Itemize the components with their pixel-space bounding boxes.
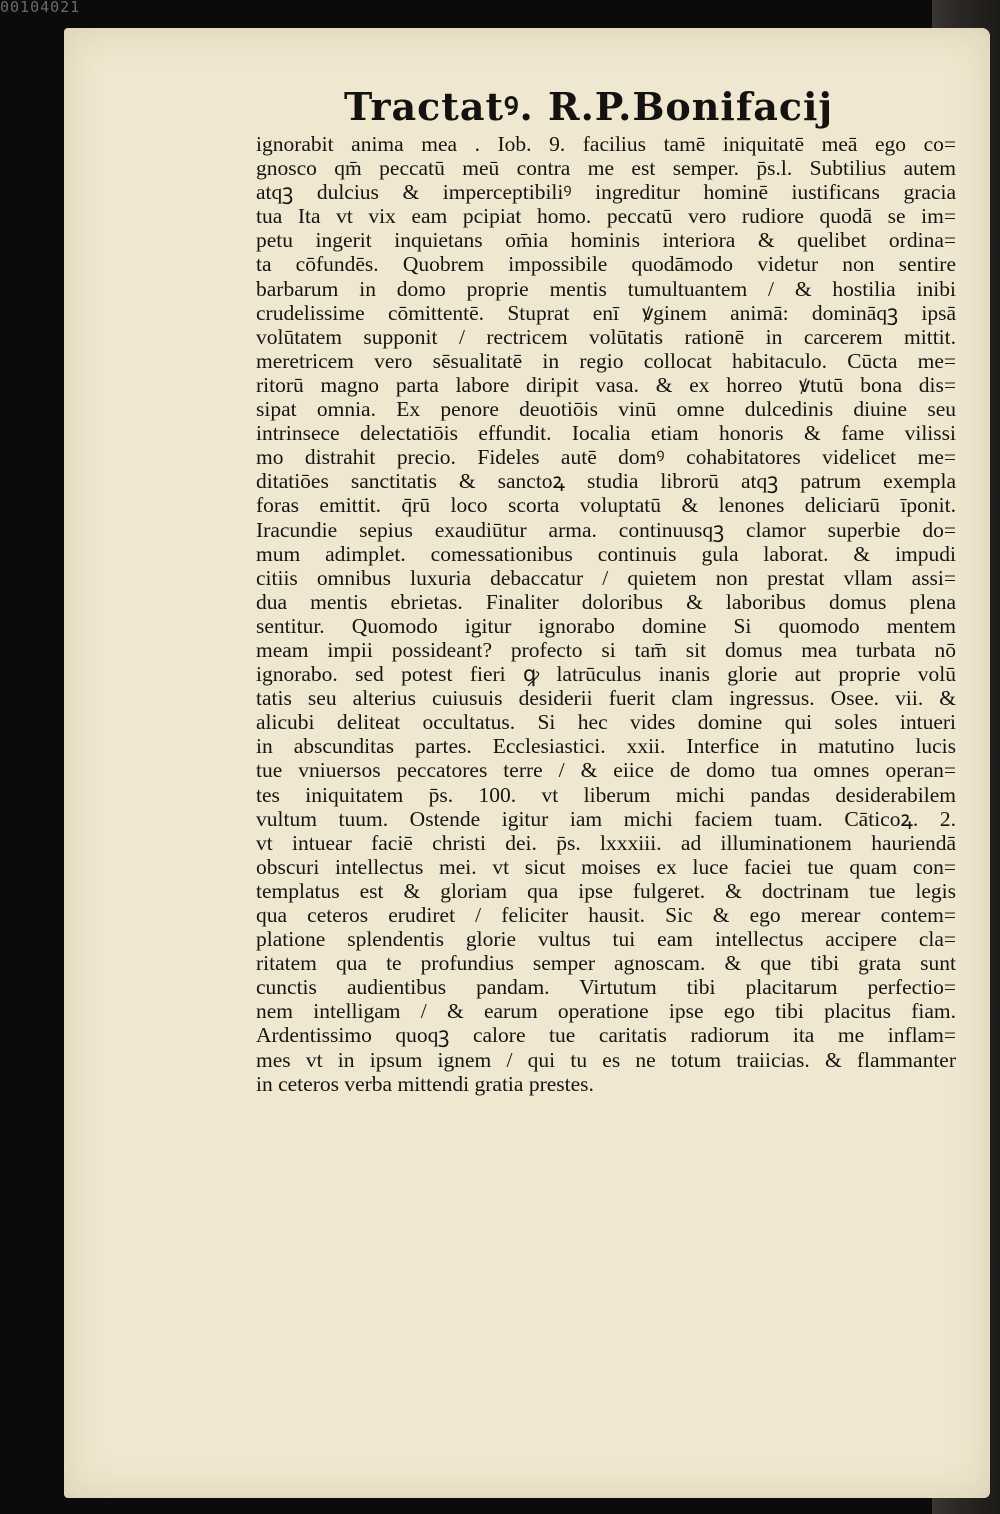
text-line: alicubi deliteat occultatus. Si hec vides domine qui soles intueri <box>256 710 956 735</box>
text-line: qua ceteros erudiret / feliciter hausit. Sic & ego merear contem= <box>256 903 956 927</box>
text-line: dua mentis ebrietas. Finaliter doloribus & laboribus domus plena <box>256 589 956 614</box>
text-line: petu ingerit inquietans om̄ia hominis interiora & quelibet ordina= <box>256 228 956 253</box>
text-line: in ceteros verba mittendi gratia prestes. <box>256 1071 594 1096</box>
text-line: ritorū magno parta labore diripit vasa. & ex horreo ꝟtutū bona dis= <box>256 372 956 397</box>
text-line: mo distrahit precio. Fideles autē domꝰ cohabitatores videlicet me= <box>256 445 956 470</box>
text-line: tue vniuersos peccatores terre / & eiice de domo tua omnes operan= <box>256 758 956 783</box>
book-page <box>64 28 990 1498</box>
text-line: ritatem qua te profundius semper agnoscam. & que tibi grata sunt <box>256 951 956 976</box>
text-line: tatis seu alterius cuiusuis desiderii fuerit clam ingressus. Osee. vii. & <box>256 686 956 711</box>
text-line: in abscunditas partes. Ecclesiastici. xxii. Interfice in matutino lucis <box>256 734 956 759</box>
text-line: obscuri intellectus mei. vt sicut moises ex luce faciei tue quam con= <box>256 854 956 879</box>
text-line: tua Ita vt vix eam pcipiat homo. peccatū vero rudiore quodā se im= <box>256 204 956 229</box>
text-line: gnosco qm̄ peccatū meū contra me est semper. p̄s.l. Subtilius autem <box>256 156 956 181</box>
text-line: sentitur. Quomodo igitur ignorabo domine Si quomodo mentem <box>256 613 956 638</box>
text-line: meam impii possideant? profecto si tam̄ sit domus mea turbata nō <box>256 637 956 662</box>
text-line: citiis omnibus luxuria debaccatur / quietem non prestat vllam assi= <box>256 565 956 590</box>
text-line: vultum tuum. Ostende igitur iam michi faciem tuam. Cāticoꝝ. 2. <box>256 806 956 831</box>
running-head: Tractatꝰ. R.P.Bonifacij <box>344 84 834 129</box>
text-line: tes iniquitatem p̄s. 100. vt liberum michi pandas desiderabilem <box>256 782 956 807</box>
text-line: Ardentissimo quoqꝫ calore tue caritatis radiorum ita me inflam= <box>256 1023 956 1048</box>
text-line: sipat omnia. Ex penore deuotiōis vinū omne dulcedinis diuine seu <box>256 397 956 422</box>
text-line: mum adimplet. comessationibus continuis gula laborat. & impudi <box>256 541 956 566</box>
text-line: ta cōfundēs. Quobrem impossibile quodāmodo videtur non sentire <box>256 252 956 277</box>
text-line: crudelissime cōmittentē. Stuprat enī ꝟginem animā: domināqꝫ ipsā <box>256 300 956 325</box>
text-line: ignorabo. sed potest fieri ꝙ latrūculus inanis glorie aut proprie volū <box>256 662 956 687</box>
text-line: Iracundie sepius exaudiūtur arma. continuusqꝫ clamor superbie do= <box>256 517 956 542</box>
text-line: volūtatem supponit / rectricem volūtatis rationē in carcerem mittit. <box>256 324 956 349</box>
text-block <box>256 132 956 1096</box>
text-line: atqꝫ dulcius & imperceptibiliꝰ ingreditur hominē iustificans gracia <box>256 180 956 205</box>
text-line: meretricem vero sēsualitatē in regio collocat habitaculo. Cūcta me= <box>256 348 956 373</box>
text-line: barbarum in domo proprie mentis tumultuantem / & hostilia inibi <box>256 276 956 301</box>
text-line: vt intuear faciē christi dei. p̄s. lxxxiii. ad illuminationem hauriendā <box>256 830 956 855</box>
text-line: mes vt in ipsum ignem / qui tu es ne totum traiicias. & flammanter <box>256 1047 956 1072</box>
text-line: intrinsece delectatiōis effundit. Iocalia etiam honoris & fame vilissi <box>256 421 956 446</box>
text-line: templatus est & gloriam qua ipse fulgeret. & doctrinam tue legis <box>256 878 956 903</box>
text-line: ditatiōes sanctitatis & sanctoꝝ studia librorū atqꝫ patrum exempla <box>256 469 956 494</box>
text-line: nem intelligam / & earum operatione ipse ego tibi placitus fiam. <box>256 999 956 1024</box>
scan-corner-id: 00104021 <box>0 0 81 16</box>
text-line: cunctis audientibus pandam. Virtutum tibi placitarum perfectio= <box>256 975 956 1000</box>
text-line: foras emittit. q̄rū loco scorta voluptatū & lenones deliciarū īponit. <box>256 493 956 518</box>
text-line: ignorabit anima mea . Iob. 9. facilius tamē iniquitatē meā ego co= <box>256 132 956 156</box>
text-line: platione splendentis glorie vultus tui eam intellectus accipere cla= <box>256 927 956 952</box>
